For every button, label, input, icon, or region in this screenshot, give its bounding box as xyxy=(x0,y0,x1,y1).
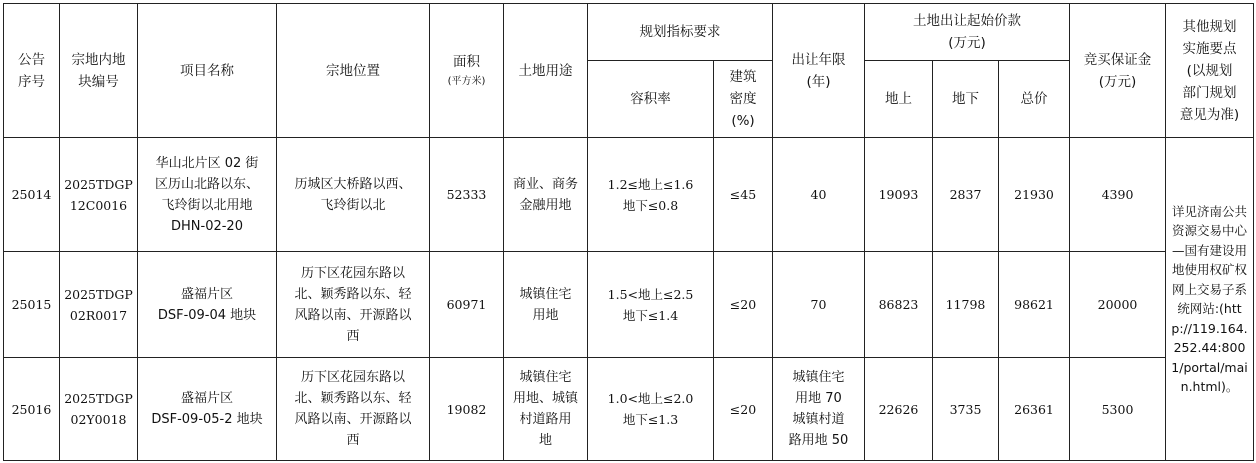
parcel-location: 历下区花园东路以 北、颖秀路以东、轻 风路以南、开源路以 西 xyxy=(277,358,430,461)
building-density: ≤20 xyxy=(714,252,773,358)
price-total: 26361 xyxy=(999,358,1070,461)
header-price-group: 土地出让起始价款 (万元) xyxy=(865,4,1070,61)
header-project-name: 项目名称 xyxy=(138,4,277,138)
header-below: 地下 xyxy=(933,61,999,138)
building-density: ≤45 xyxy=(714,138,773,252)
bid-deposit: 5300 xyxy=(1070,358,1166,461)
land-auction-table xyxy=(3,3,1254,461)
price-above: 86823 xyxy=(865,252,933,358)
header-area-label: 面积 xyxy=(453,53,480,70)
transfer-term: 40 xyxy=(773,138,865,252)
parcel-area: 19082 xyxy=(430,358,504,461)
header-land-use: 土地用途 xyxy=(504,4,588,138)
header-location: 宗地位置 xyxy=(277,4,430,138)
other-planning-notes: 详见济南公共资源交易中心—国有建设用地使用权矿权网上交易子系统网站:(http://119.164.252.44:8001/portal/main.html)。 xyxy=(1166,138,1254,461)
price-total: 98621 xyxy=(999,252,1070,358)
header-area-unit: (平方米) xyxy=(447,75,486,87)
parcel-code: 2025TDGP 02R0017 xyxy=(60,252,138,358)
table-row xyxy=(4,252,1254,358)
header-parcel-code: 宗地内地 块编号 xyxy=(60,4,138,138)
land-use: 城镇住宅 用地 xyxy=(504,252,588,358)
floor-area-ratio: 1.0<地上≤2.0 地下≤1.3 xyxy=(588,358,714,461)
parcel-location: 历城区大桥路以西、 飞玲街以北 xyxy=(277,138,430,252)
price-below: 11798 xyxy=(933,252,999,358)
price-above: 22626 xyxy=(865,358,933,461)
notice-no: 25014 xyxy=(4,138,60,252)
project-name: 盛福片区 DSF-09-05-2 地块 xyxy=(138,358,277,461)
table-row xyxy=(4,138,1254,252)
parcel-code: 2025TDGP 12C0016 xyxy=(60,138,138,252)
transfer-term: 城镇住宅 用地 70 城镇村道 路用地 50 xyxy=(773,358,865,461)
notice-no: 25016 xyxy=(4,358,60,461)
bid-deposit: 20000 xyxy=(1070,252,1166,358)
project-name: 盛福片区 DSF-09-04 地块 xyxy=(138,252,277,358)
header-other-planning: 其他规划 实施要点 (以规划 部门规划 意见为准) xyxy=(1166,4,1254,138)
header-far: 容积率 xyxy=(588,61,714,138)
parcel-location: 历下区花园东路以 北、颖秀路以东、轻 风路以南、开源路以 西 xyxy=(277,252,430,358)
header-deposit: 竞买保证金 (万元) xyxy=(1070,4,1166,138)
header-above: 地上 xyxy=(865,61,933,138)
parcel-area: 52333 xyxy=(430,138,504,252)
parcel-area: 60971 xyxy=(430,252,504,358)
parcel-code: 2025TDGP 02Y0018 xyxy=(60,358,138,461)
header-area xyxy=(430,4,504,138)
notice-no: 25015 xyxy=(4,252,60,358)
price-total: 21930 xyxy=(999,138,1070,252)
header-term: 出让年限 (年) xyxy=(773,4,865,138)
header-row-1 xyxy=(4,4,1254,61)
header-total: 总价 xyxy=(999,61,1070,138)
price-above: 19093 xyxy=(865,138,933,252)
price-below: 2837 xyxy=(933,138,999,252)
header-notice-no: 公告 序号 xyxy=(4,4,60,138)
land-use: 城镇住宅 用地、城镇 村道路用 地 xyxy=(504,358,588,461)
table-row xyxy=(4,358,1254,461)
project-name: 华山北片区 02 街 区历山北路以东、 飞玲街以北用地 DHN-02-20 xyxy=(138,138,277,252)
building-density: ≤20 xyxy=(714,358,773,461)
header-planning-group: 规划指标要求 xyxy=(588,4,773,61)
floor-area-ratio: 1.2≤地上≤1.6 地下≤0.8 xyxy=(588,138,714,252)
transfer-term: 70 xyxy=(773,252,865,358)
bid-deposit: 4390 xyxy=(1070,138,1166,252)
price-below: 3735 xyxy=(933,358,999,461)
header-density: 建筑 密度 (%) xyxy=(714,61,773,138)
floor-area-ratio: 1.5<地上≤2.5 地下≤1.4 xyxy=(588,252,714,358)
land-use: 商业、商务 金融用地 xyxy=(504,138,588,252)
